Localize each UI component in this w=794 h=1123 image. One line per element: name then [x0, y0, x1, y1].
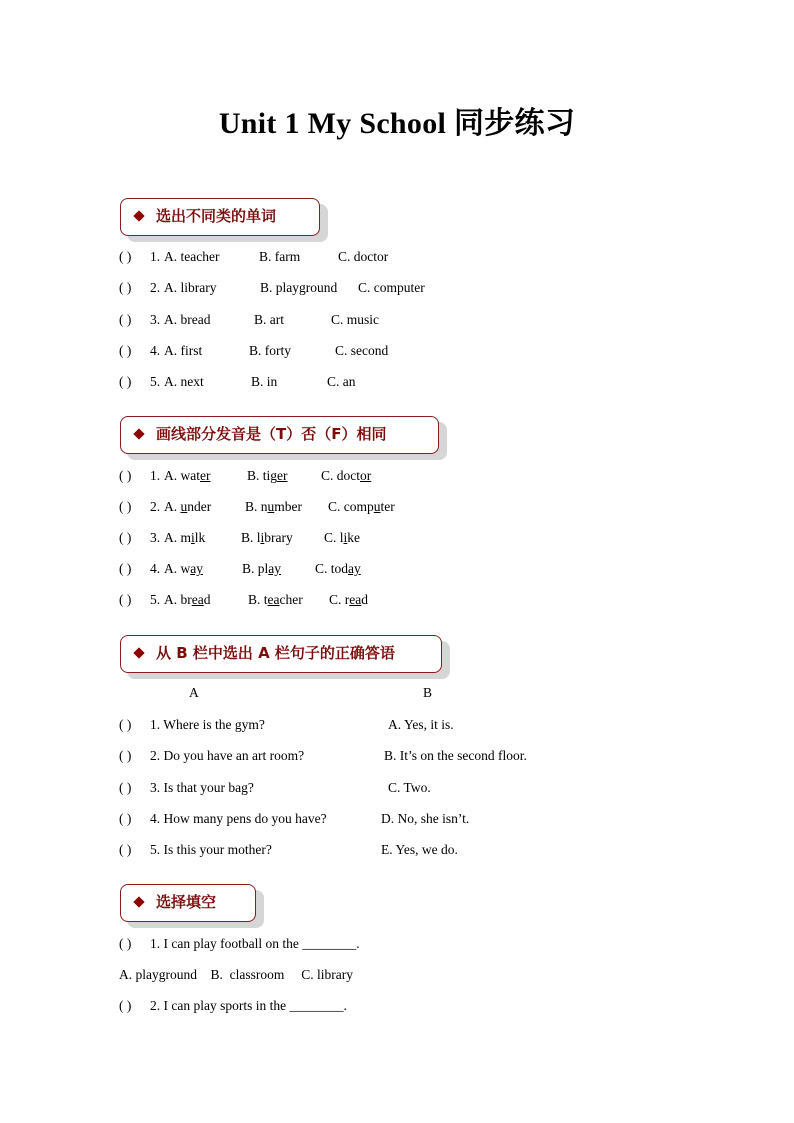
section-header-1	[120, 198, 320, 236]
option-c: C. doctor	[321, 468, 372, 483]
answer-bracket[interactable]: ( )	[119, 499, 132, 514]
column-b-label: B	[423, 685, 433, 700]
option-b: B. number	[245, 499, 303, 514]
option-b: B. play	[242, 561, 282, 576]
option-a: A. water	[164, 468, 211, 483]
section-header-2	[120, 416, 439, 454]
answer-bracket[interactable]: ( )	[119, 936, 132, 951]
answer-bracket[interactable]: ( )	[119, 343, 132, 358]
answer-bracket[interactable]: ( )	[119, 842, 132, 857]
option-b: B. tiger	[247, 468, 288, 483]
answer-bracket[interactable]: ( )	[119, 312, 132, 327]
section-title: 从 B 栏中选出 A 栏句子的正确答语	[156, 644, 395, 662]
section-header-3	[120, 635, 442, 673]
column-a-label: A	[189, 685, 199, 700]
section-title: 选出不同类的单词	[156, 207, 277, 225]
answer-bracket[interactable]: ( )	[119, 592, 132, 607]
answer-bracket[interactable]: ( )	[119, 530, 132, 545]
section-title: 选择填空	[156, 893, 217, 911]
option-b: B. library	[241, 530, 293, 545]
answer-bracket[interactable]: ( )	[119, 374, 132, 389]
option-a: A. way	[164, 561, 203, 576]
answer-bracket[interactable]: ( )	[119, 280, 132, 295]
answer-bracket[interactable]: ( )	[119, 998, 132, 1013]
section-title: 画线部分发音是（T）否（F）相同	[156, 425, 387, 443]
answer-bracket[interactable]: ( )	[119, 780, 132, 795]
option-c: C. read	[329, 592, 368, 607]
answer-bracket[interactable]: ( )	[119, 717, 132, 732]
page-title: Unit 1 My School 同步练习	[218, 107, 576, 140]
option-a: A. under	[164, 499, 212, 514]
section-header-4	[120, 884, 256, 922]
option-a: A. bread	[164, 592, 211, 607]
answer-bracket[interactable]: ( )	[119, 748, 132, 763]
answer-bracket[interactable]: ( )	[119, 468, 132, 483]
option-a: A. milk	[164, 530, 206, 545]
option-b: B. teacher	[248, 592, 303, 607]
option-c: C. today	[315, 561, 361, 576]
answer-bracket[interactable]: ( )	[119, 561, 132, 576]
answer-bracket[interactable]: ( )	[119, 811, 132, 826]
answer-bracket[interactable]: ( )	[119, 249, 132, 264]
option-c: C. computer	[328, 499, 395, 514]
option-c: C. like	[324, 530, 361, 545]
